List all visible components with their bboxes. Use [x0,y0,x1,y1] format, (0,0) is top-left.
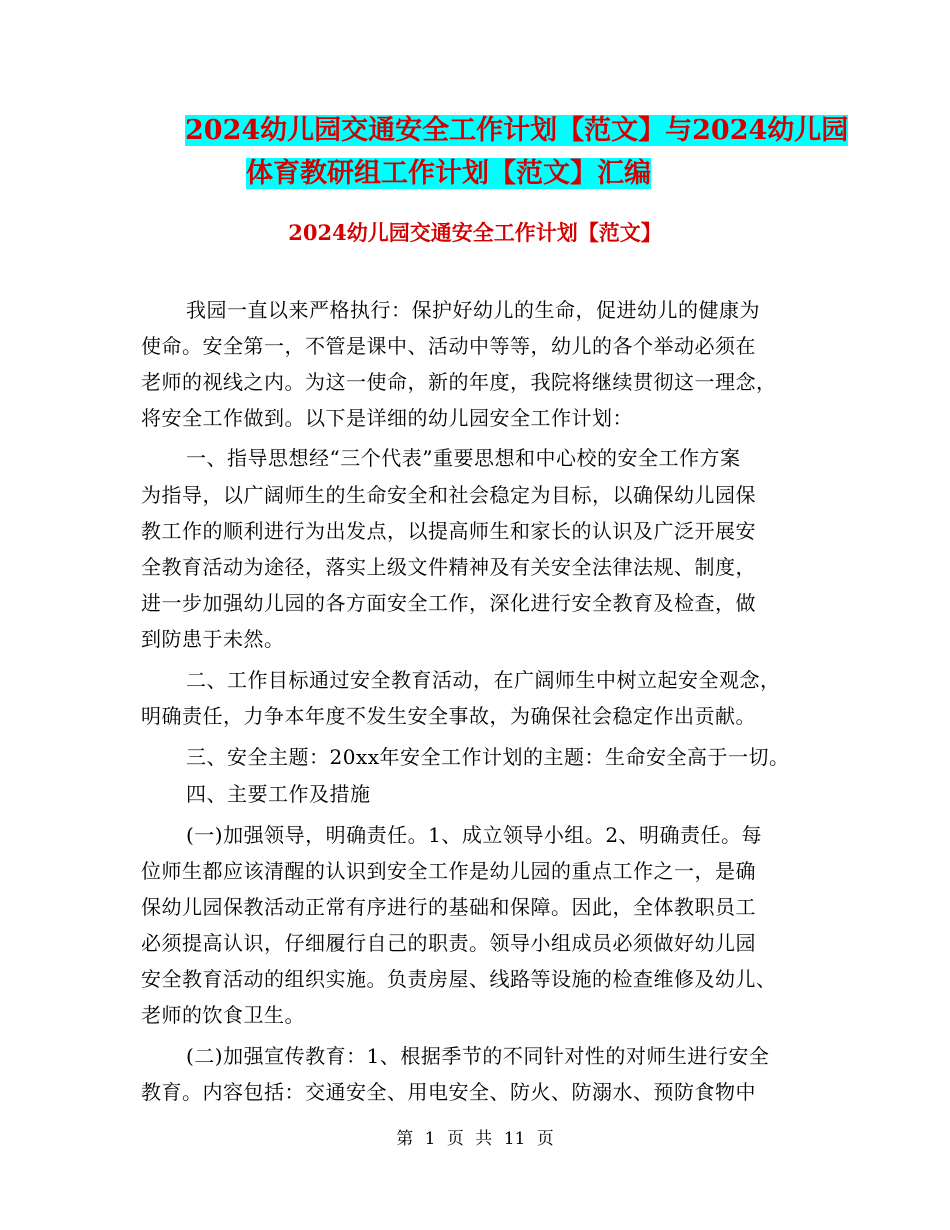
paragraph-line: 一、指导思想经“三个代表”重要思想和中心校的安全工作方案 [186,446,741,470]
paragraph-line: 教工作的顺利进行为出发点，以提高师生和家长的认识及广泛开展安 [141,519,756,543]
paragraph-line: (二)加强宣传教育：1、根据季节的不同针对性的对师生进行安全 [186,1044,770,1068]
paragraph-line: 老师的饮食卫生。 [141,1003,305,1027]
paragraph-line: 二、工作目标通过安全教育活动，在广阔师生中树立起安全观念， [186,668,781,692]
paragraph-line: 到防患于未然。 [141,627,285,651]
paragraph-line: 必须提高认识，仔细履行自己的职责。领导小组成员必须做好幼儿园 [141,931,756,955]
paragraph-line: 保幼儿园保教活动正常有序进行的基础和保障。因此，全体教职员工 [141,895,756,919]
paragraph-line: 为指导，以广阔师生的生命安全和社会稳定为目标，以确保幼儿园保 [141,483,756,507]
paragraph-line: 安全教育活动的组织实施。负责房屋、线路等设施的检查维修及幼儿、 [141,967,777,991]
paragraph-line: 我园一直以来严格执行：保护好幼儿的生命，促进幼儿的健康为 [186,298,760,322]
document-title-line-1: 2024幼儿园交通安全工作计划【范文】与2024幼儿园 [185,115,849,146]
paragraph-line: 老师的视线之内。为这一使命，新的年度，我院将继续贯彻这一理念， [141,370,777,394]
paragraph-line: 四、主要工作及措施 [186,782,371,806]
paragraph-line: 将安全工作做到。以下是详细的幼儿园安全工作计划： [141,406,633,430]
paragraph-line: 明确责任，力争本年度不发生安全事故，为确保社会稳定作出贡献。 [141,704,756,728]
paragraph-line: 三、安全主题：20xx年安全工作计划的主题：生命安全高于一切。 [186,745,790,769]
paragraph-line: 教育。内容包括：交通安全、用电安全、防火、防溺水、预防食物中 [141,1080,756,1104]
section-title: 2024幼儿园交通安全工作计划【范文】 [288,220,662,245]
paragraph-line: 全教育活动为途径，落实上级文件精神及有关安全法律法规、制度， [141,555,756,579]
paragraph-line: 进一步加强幼儿园的各方面安全工作，深化进行安全教育及检查，做 [141,591,756,615]
paragraph-line: (一)加强领导，明确责任。1、成立领导小组。2、明确责任。每 [186,823,763,847]
page-number-footer: 第 1 页 共 11 页 [396,1129,554,1149]
paragraph-line: 位师生都应该清醒的认识到安全工作是幼儿园的重点工作之一，是确 [141,859,756,883]
paragraph-line: 使命。安全第一，不管是课中、活动中等等，幼儿的各个举动必须在 [141,334,756,358]
document-title-line-2: 体育教研组工作计划【范文】汇编 [246,158,651,189]
